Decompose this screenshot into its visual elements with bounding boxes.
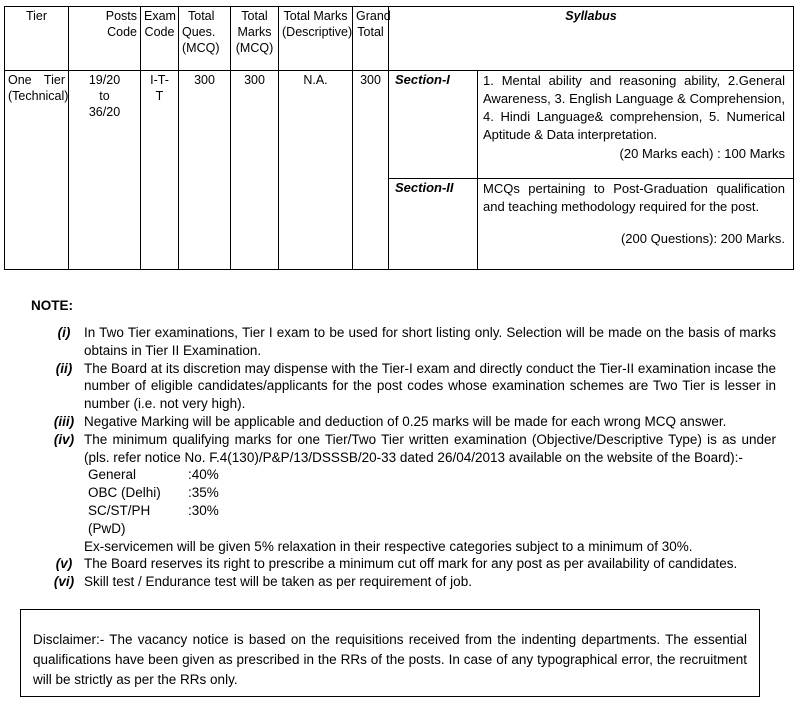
qualifying-mark-obc: OBC (Delhi) :35% bbox=[88, 485, 219, 501]
note-item bbox=[44, 324, 776, 360]
note-label: (i) bbox=[57, 325, 71, 340]
note-item bbox=[44, 573, 776, 591]
exam-scheme-table bbox=[4, 6, 794, 270]
header-tier: Tier bbox=[5, 7, 69, 71]
note-label: (v) bbox=[55, 556, 73, 572]
header-syllabus: Syllabus bbox=[389, 7, 794, 71]
cell-total-marks-mcq: 300 bbox=[231, 71, 279, 270]
note-text: Skill test / Endurance test will be taken as per requirement of job. bbox=[84, 574, 472, 590]
note-label: (vi) bbox=[53, 574, 75, 590]
cell-exam-code: I-T- T bbox=[141, 71, 179, 270]
note-item bbox=[44, 431, 776, 556]
note-label: (iii) bbox=[53, 413, 75, 429]
disclaimer-box bbox=[20, 609, 760, 697]
section-2-label: Section-II bbox=[389, 179, 478, 270]
disclaimer-text: Disclaimer:- The vacancy notice is based on the requisitions received from the indenting departments. The essential qualifications have been given as prescribed in the RRs of the posts. In case of any typographical error, the recruitment will be strictly as per the RRs only. bbox=[33, 632, 747, 687]
section-1-text: 1. Mental ability and reasoning ability, 2.General Awareness, 3. English Language & Comprehension, 4. Hindi Language& comprehension, 5. Numerical Aptitude & Data interpretation. bbox=[483, 73, 785, 142]
note-item bbox=[44, 555, 776, 573]
header-total-ques: Total Ques. (MCQ) bbox=[179, 7, 231, 71]
note-label: (iv) bbox=[53, 431, 75, 447]
header-posts-code: Posts Code bbox=[69, 7, 141, 71]
section-1-label: Section-I bbox=[389, 71, 478, 179]
note-text: Negative Marking will be applicable and deduction of 0.25 marks will be made for each wrong MCQ answer. bbox=[84, 413, 727, 429]
note-item bbox=[44, 413, 776, 431]
header-total-marks-descriptive: Total Marks (Descriptive) bbox=[279, 7, 353, 71]
note-item bbox=[44, 360, 776, 413]
qualifying-mark-general: General :40% bbox=[88, 467, 219, 483]
section-1-marks: (20 Marks each) : 100 Marks bbox=[619, 146, 785, 161]
section-2-text: MCQs pertaining to Post-Graduation qualification and teaching methodology required for the post. bbox=[483, 181, 785, 214]
table-header-row bbox=[5, 7, 794, 71]
note-text: The minimum qualifying marks for one Tier/Two Tier written examination (Objective/Descriptive Type) is as under (pls. refer notice No. F.4(130)/P&P/13/DSSSB/20-33 dated 26/04/2013 available on the website of the Board):- bbox=[84, 431, 776, 465]
qualifying-mark-sc-st-ph: SC/ST/PH (PwD) :30% bbox=[88, 502, 219, 536]
cell-total-ques: 300 bbox=[179, 71, 231, 270]
note-title: NOTE: bbox=[31, 298, 73, 313]
cell-posts-code: 19/20 to 36/20 bbox=[69, 71, 141, 270]
section-1-syllabus bbox=[478, 71, 794, 179]
note-text: The Board at its discretion may dispense with the Tier-I exam and directly conduct the Tier-II examination incase the number of eligible candidates/applicants for the post codes whose examination schemes are Two Tier is lesser in number (i.e. not very high). bbox=[84, 360, 776, 412]
note-text: The Board reserves its right to prescribe a minimum cut off mark for any post as per availability of candidates. bbox=[84, 556, 738, 572]
cell-grand-total: 300 bbox=[353, 71, 389, 270]
ex-servicemen-relaxation: Ex-servicemen will be given 5% relaxation in their respective categories subject to a minimum of 30%. bbox=[84, 538, 693, 554]
note-text: In Two Tier examinations, Tier I exam to be used for short listing only. Selection will be made on the basis of marks obtains in Tier II Examination. bbox=[84, 325, 776, 358]
section-2-syllabus bbox=[478, 179, 794, 270]
header-grand-total: Grand Total bbox=[353, 7, 389, 71]
notes-list bbox=[44, 324, 776, 591]
section-2-marks: (200 Questions): 200 Marks. bbox=[620, 231, 785, 246]
table-row-section-1 bbox=[5, 71, 794, 179]
header-exam-code: Exam Code bbox=[141, 7, 179, 71]
cell-tier: One Tier (Technical) bbox=[5, 71, 69, 270]
note-label: (ii) bbox=[55, 360, 73, 376]
header-total-marks-mcq: Total Marks (MCQ) bbox=[231, 7, 279, 71]
cell-total-marks-descriptive: N.A. bbox=[279, 71, 353, 270]
